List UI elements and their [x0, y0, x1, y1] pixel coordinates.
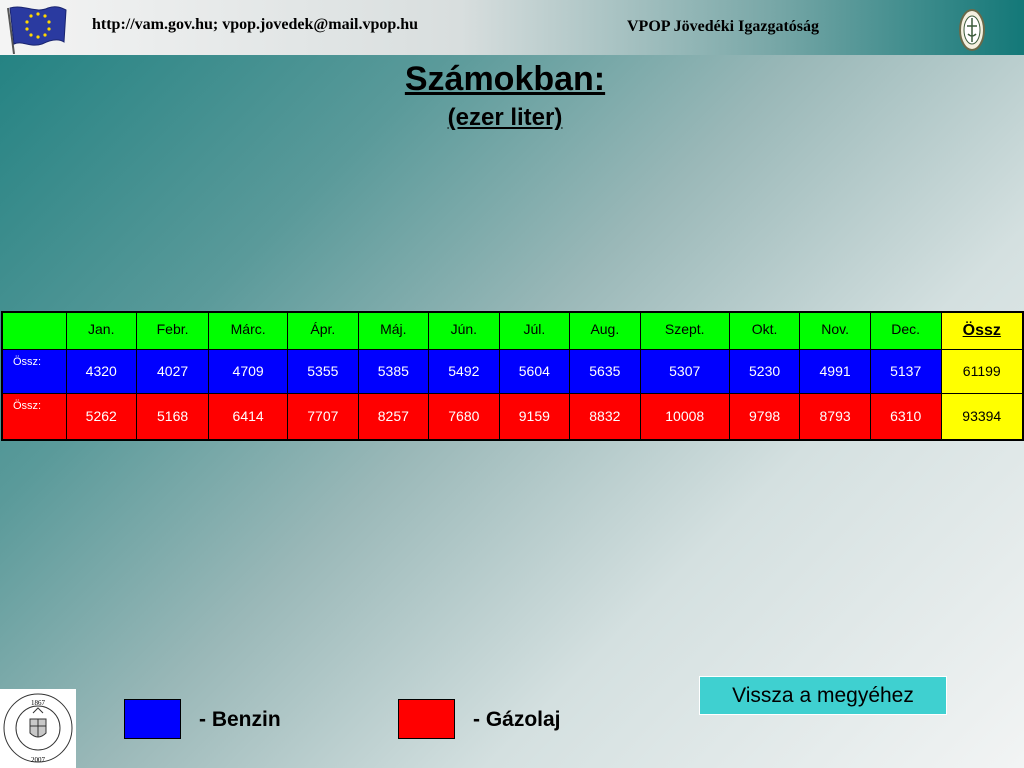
table-cell: 8793 [800, 393, 871, 440]
column-header: Szept. [640, 312, 729, 349]
table-cell: 10008 [640, 393, 729, 440]
page-subtitle: (ezer liter) [447, 104, 563, 131]
table-corner-cell [2, 312, 66, 349]
table-cell: 8832 [570, 393, 641, 440]
page-title: Számokban: [404, 60, 606, 98]
column-header: Márc. [209, 312, 288, 349]
row-label: Össz: [2, 349, 66, 393]
table-header-row [2, 312, 1023, 349]
gazolaj-legend-label: - Gázolaj [473, 708, 561, 731]
total-column-header: Össz [941, 312, 1023, 349]
anniversary-year-start: 1867 [31, 699, 45, 707]
emblem-icon [958, 8, 986, 52]
benzin-row [2, 349, 1023, 393]
column-header: Aug. [570, 312, 641, 349]
table-cell: 4991 [800, 349, 871, 393]
table-cell: 5635 [570, 349, 641, 393]
gazolaj-row [2, 393, 1023, 440]
table-cell: 9798 [729, 393, 800, 440]
table-cell: 8257 [358, 393, 429, 440]
table-cell: 7707 [288, 393, 359, 440]
table-cell: 5355 [288, 349, 359, 393]
row-total-cell: 61199 [941, 349, 1023, 393]
table-cell: 5262 [66, 393, 137, 440]
column-header: Júl. [499, 312, 570, 349]
table-cell: 4320 [66, 349, 137, 393]
column-header: Dec. [870, 312, 941, 349]
table-cell: 5492 [429, 349, 500, 393]
table-cell: 9159 [499, 393, 570, 440]
anniversary-seal-icon [0, 689, 76, 768]
column-header: Jún. [429, 312, 500, 349]
table-cell: 5168 [137, 393, 209, 440]
benzin-legend-swatch [124, 699, 181, 739]
table-cell: 5307 [640, 349, 729, 393]
table-cell: 5385 [358, 349, 429, 393]
anniversary-year-end: 2007 [31, 756, 45, 764]
fuel-volume-table [1, 311, 1024, 441]
header-org-name: VPOP Jövedéki Igazgatóság [627, 18, 819, 35]
header-contact-text: http://vam.gov.hu; vpop.jovedek@mail.vpop.hu [92, 16, 419, 33]
benzin-legend-label: - Benzin [199, 708, 281, 731]
row-total-cell: 93394 [941, 393, 1023, 440]
header-bar [0, 0, 1024, 55]
table-cell: 4709 [209, 349, 288, 393]
column-header: Okt. [729, 312, 800, 349]
column-header: Jan. [66, 312, 137, 349]
table-cell: 5137 [870, 349, 941, 393]
column-header: Ápr. [288, 312, 359, 349]
table-cell: 4027 [137, 349, 209, 393]
table-cell: 6414 [209, 393, 288, 440]
gazolaj-legend-swatch [398, 699, 455, 739]
table-cell: 6310 [870, 393, 941, 440]
column-header: Febr. [137, 312, 209, 349]
table-cell: 5230 [729, 349, 800, 393]
table-cell: 5604 [499, 349, 570, 393]
column-header: Nov. [800, 312, 871, 349]
back-to-county-button[interactable]: Vissza a megyéhez [699, 676, 947, 715]
column-header: Máj. [358, 312, 429, 349]
eu-flag-icon [2, 2, 68, 54]
row-label: Össz: [2, 393, 66, 440]
table-cell: 7680 [429, 393, 500, 440]
